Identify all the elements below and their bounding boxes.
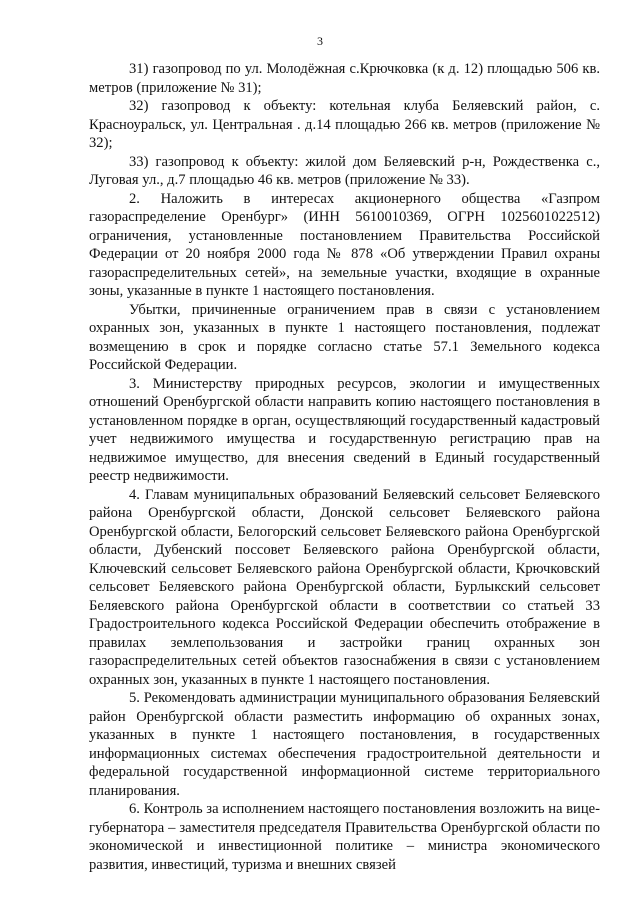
clause-5-paragraph: 5. Рекомендовать администрации муниципального образования Беляевский район Оренбургской области разместить информацию об охранных зонах, указанных в пункте 1 настоящего постановления, в государственных информационных системах обеспечения градостроительной деятельности и федеральной государственной информационной системе территориального планирования. (89, 690, 600, 799)
clause-3-paragraph: 3. Министерству природных ресурсов, экологии и имущественных отношений Оренбургской области направить копию настоящего постановления в установленном порядке в орган, осуществляющий государственный кадастровый учет недвижимого имущества и государственную регистрацию прав на недвижимое имущество, для внесения сведений в Единый государственный реестр недвижимости. (89, 375, 600, 484)
list-item-32: 32) газопровод к объекту: котельная клуба Беляевский район, с. Красноуральск, ул. Центральная . д.14 площадью 266 кв. метров (приложение № 32); (89, 98, 600, 151)
list-item-33: 33) газопровод к объекту: жилой дом Беляевский р-н, Рождественка с., Луговая ул., д.7 площадью 46 кв. метров (приложение № 33). (89, 153, 600, 188)
clause-6-paragraph: 6. Контроль за исполнением настоящего постановления возложить на вице-губернатора – заместителя председателя Правительства Оренбургской области по экономической и инвестиционной политике – министра экономического развития, инвестиций, туризма и внешних связей (89, 801, 600, 873)
losses-paragraph: Убытки, причиненные ограничением прав в связи с установлением охранных зон, указанных в пункте 1 настоящего постановления, подлежат возмещению в срок и порядке согласно статье 57.1 Земельного кодекса Российской Федерации. (89, 301, 600, 373)
list-item-31: 31) газопровод по ул. Молодёжная с.Крючковка (к д. 12) площадью 506 кв. метров (приложение № 31); (89, 61, 600, 96)
document-body (89, 60, 600, 874)
clause-4-paragraph: 4. Главам муниципальных образований Беляевский сельсовет Беляевского района Оренбургской области, Донской сельсовет Беляевского района Оренбургской области, Белогорский сельсовет Беляевского района Оренбургской области, Дубенский поссовет Беляевского района Оренбургской области, Ключевский сельсовет Беляевского района Оренбургской области, Крючковский сельсовет Беляевского района Оренбургской области, Бурлыкский сельсовет Беляевского района Оренбургской области в соответствии со статьей 33 Градостроительного кодекса Российской Федерации обеспечить отображение в правилах землепользования и застройки границ охранных зон газораспределительных сетей объектов газоснабжения в связи с установлением охранных зон, указанных в пункте 1 настоящего постановления. (89, 486, 600, 688)
page-number: 3 (317, 34, 323, 48)
clause-2-paragraph: 2. Наложить в интересах акционерного общества «Газпром газораспределение Оренбург» (ИНН 5610010369, ОГРН 1025601022512) ограничения, установленные постановлением Правительства Российской Федерации от 20 ноября 2000 года № 878 «Об утверждении Правил охраны газораспределительных сетей», на земельные участки, входящие в охранные зоны, указанные в пункте 1 настоящего постановления. (89, 190, 600, 299)
